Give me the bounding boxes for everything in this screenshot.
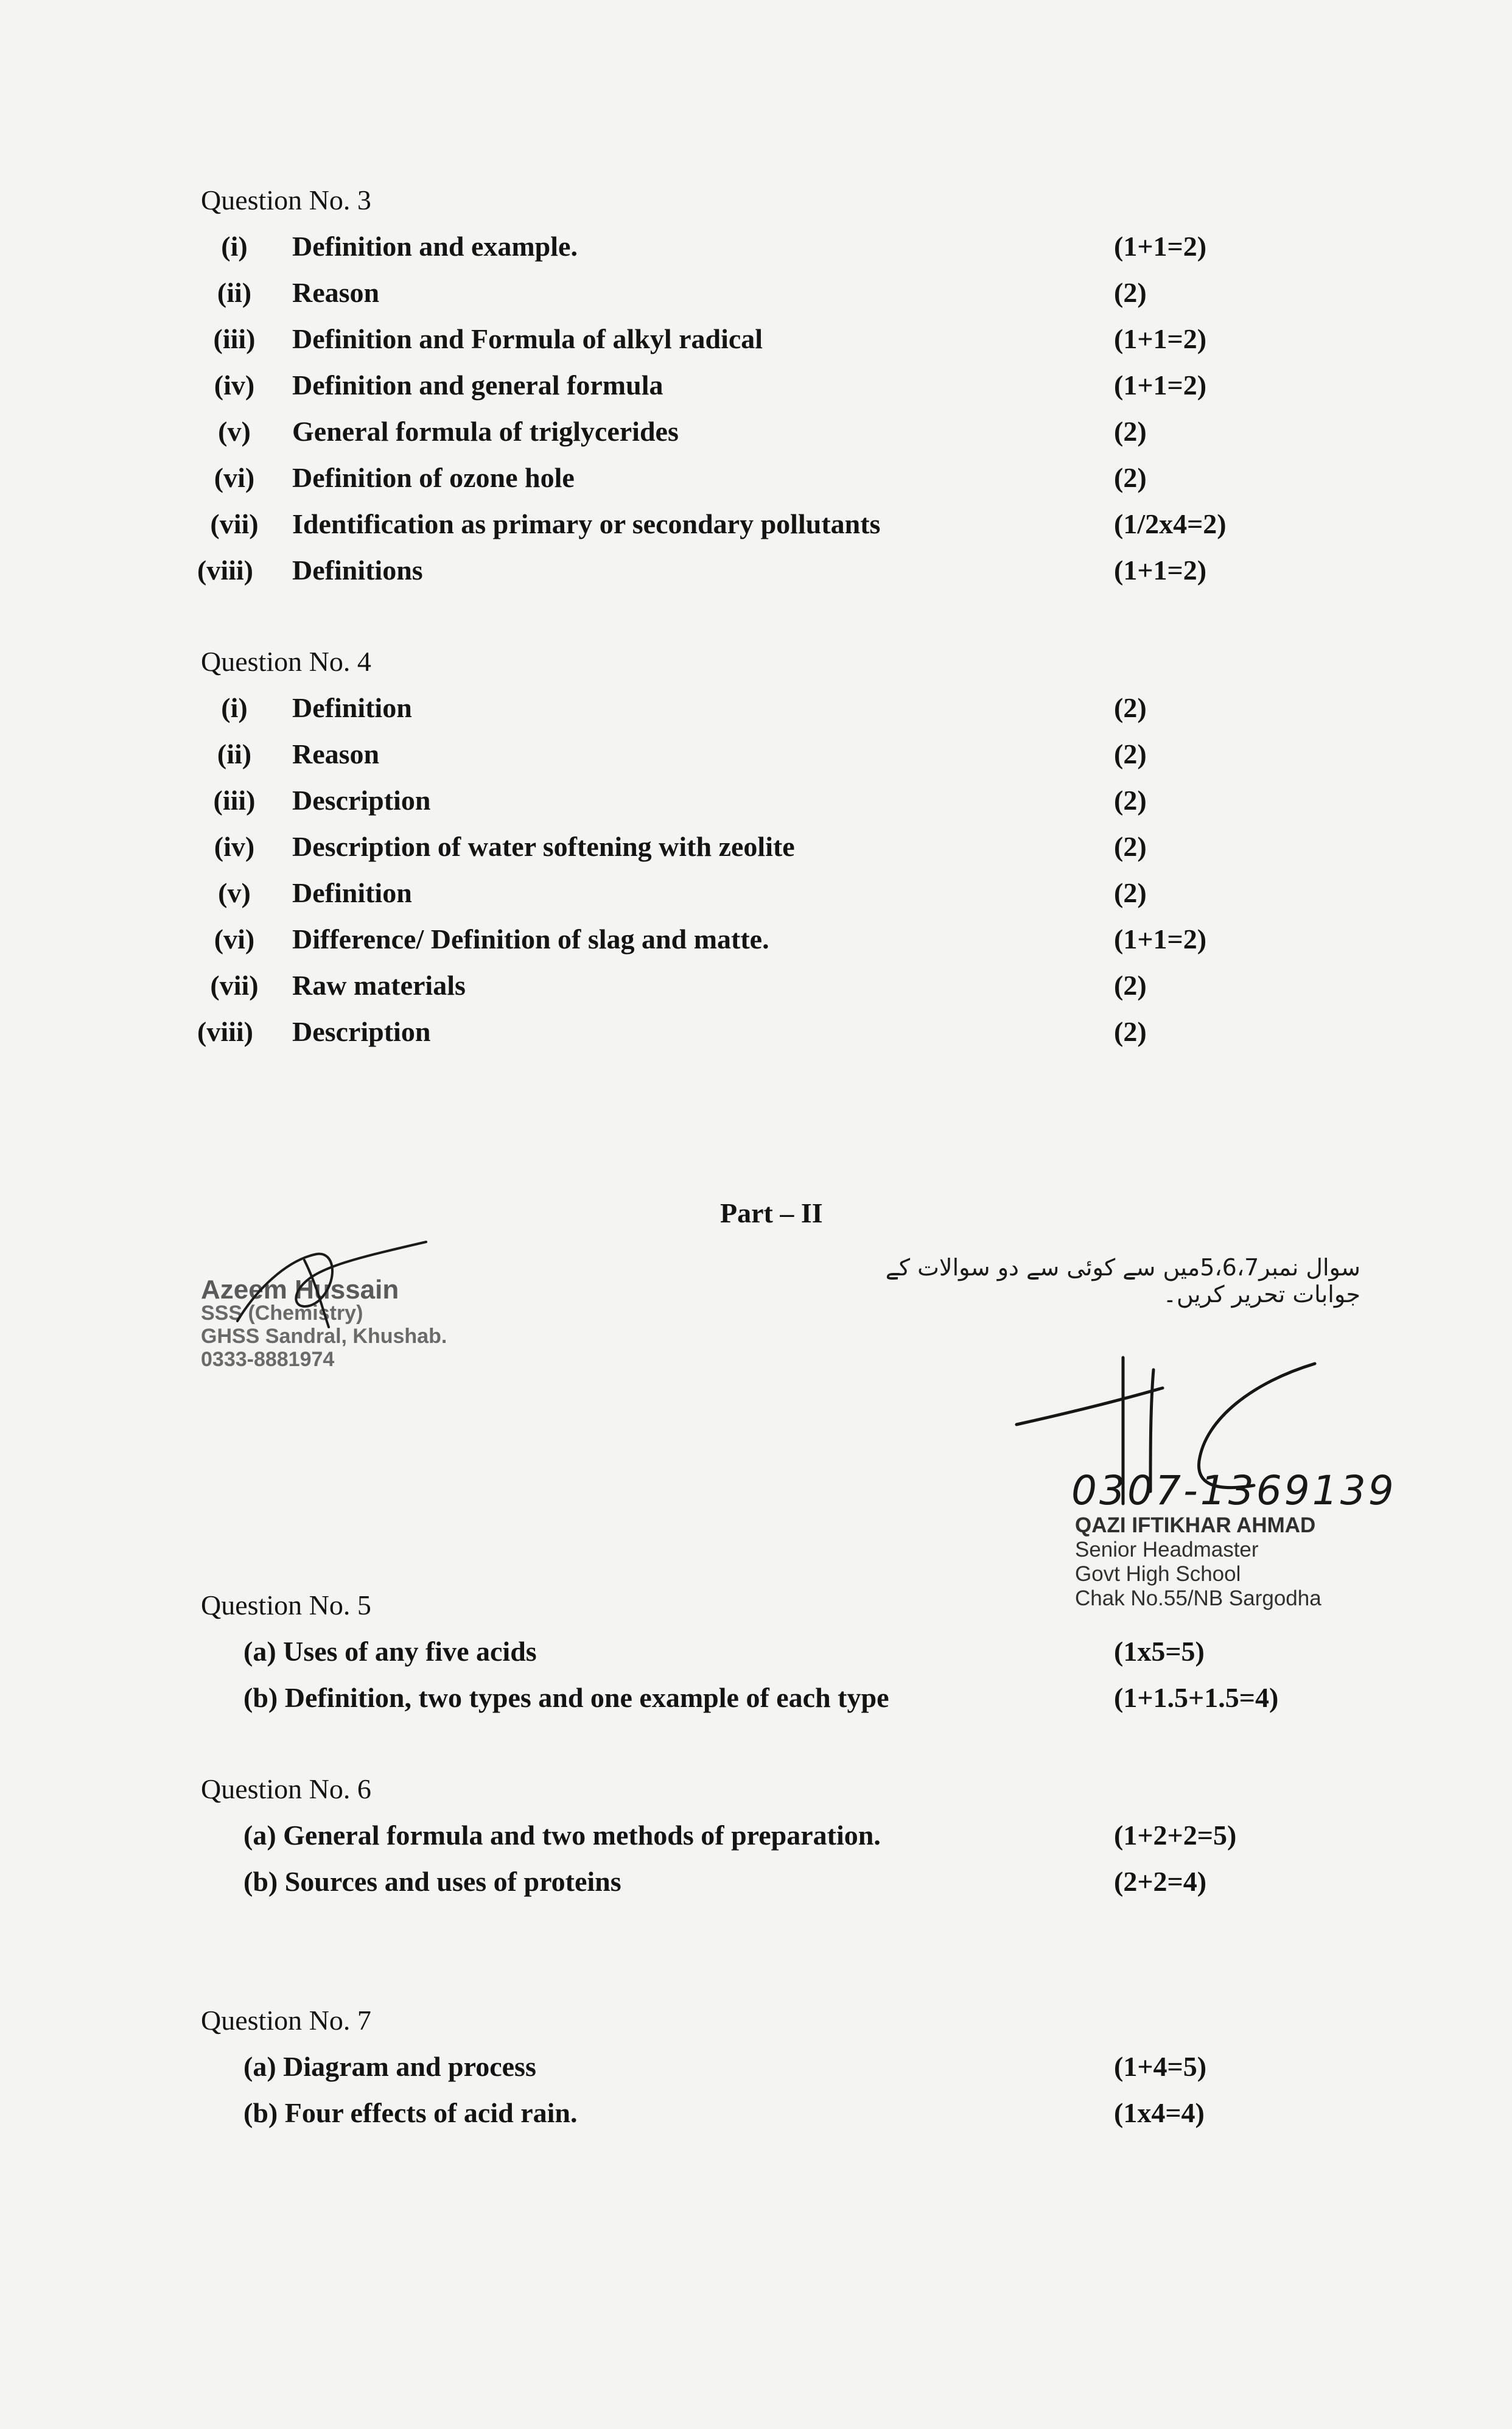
list-item bbox=[0, 1865, 1512, 1902]
item-text: (a) Diagram and process bbox=[243, 2051, 536, 2082]
urdu-instruction: سوال نمبر5،6،7میں سے کوئی سے دو سوالات کے جوابات تحریر کریں۔ bbox=[885, 1254, 1360, 1308]
item-number: (vii) bbox=[210, 970, 259, 1001]
item-number: (viii) bbox=[197, 555, 253, 586]
list-item bbox=[0, 1015, 1512, 1052]
item-text: Identification as primary or secondary pollutants bbox=[292, 508, 881, 539]
item-marks: (2) bbox=[1114, 970, 1147, 1001]
item-text: Definition of ozone hole bbox=[292, 462, 575, 493]
item-number: (ii) bbox=[217, 277, 252, 308]
item-text: General formula of triglycerides bbox=[292, 416, 679, 447]
item-text: Raw materials bbox=[292, 970, 466, 1001]
item-marks: (1+1=2) bbox=[1114, 370, 1207, 401]
question-3-heading: Question No. 3 bbox=[201, 184, 371, 216]
item-marks: (2) bbox=[1114, 831, 1147, 862]
list-item bbox=[0, 738, 1512, 774]
item-text: (b) Four effects of acid rain. bbox=[243, 2097, 578, 2128]
item-marks: (1+1.5+1.5=4) bbox=[1114, 1682, 1279, 1713]
item-number: (i) bbox=[221, 231, 248, 262]
item-marks: (1+1=2) bbox=[1114, 924, 1207, 955]
list-item bbox=[0, 461, 1512, 498]
list-item bbox=[0, 1681, 1512, 1718]
item-marks: (1x5=5) bbox=[1114, 1636, 1205, 1667]
stamp-phone: 0333-8881974 bbox=[201, 1348, 335, 1371]
item-number: (v) bbox=[218, 416, 251, 447]
item-text: Definitions bbox=[292, 555, 423, 586]
item-text: Definition and example. bbox=[292, 231, 578, 262]
part-2-title: Part – II bbox=[720, 1197, 823, 1229]
item-text: (a) General formula and two methods of preparation. bbox=[243, 1820, 881, 1851]
item-text: (b) Definition, two types and one example of each type bbox=[243, 1682, 889, 1713]
headmaster-handwritten-phone: 0307-1369139 bbox=[1071, 1467, 1396, 1514]
stamp-school: GHSS Sandral, Khushab. bbox=[201, 1325, 447, 1348]
list-item bbox=[0, 969, 1512, 1006]
list-item bbox=[0, 276, 1512, 313]
teacher-signature bbox=[231, 1236, 432, 1333]
item-marks: (1+1=2) bbox=[1114, 231, 1207, 262]
item-text: Description bbox=[292, 785, 431, 816]
list-item bbox=[0, 2097, 1512, 2133]
item-number: (iii) bbox=[213, 323, 256, 354]
list-item bbox=[0, 2050, 1512, 2087]
item-number: (iii) bbox=[213, 785, 256, 816]
item-text: Description bbox=[292, 1016, 431, 1047]
item-marks: (2) bbox=[1114, 1016, 1147, 1047]
item-marks: (2) bbox=[1114, 692, 1147, 723]
item-marks: (1+1=2) bbox=[1114, 555, 1207, 586]
item-marks: (2+2=4) bbox=[1114, 1866, 1207, 1897]
list-item bbox=[0, 692, 1512, 728]
item-number: (ii) bbox=[217, 738, 252, 769]
stamp-school: Govt High School bbox=[1075, 1562, 1241, 1586]
stamp-name: Azeem Hussain bbox=[201, 1275, 399, 1305]
list-item bbox=[0, 830, 1512, 867]
item-marks: (1x4=4) bbox=[1114, 2097, 1205, 2128]
stamp-address: Chak No.55/NB Sargodha bbox=[1075, 1586, 1321, 1610]
item-number: (iv) bbox=[214, 370, 255, 401]
item-marks: (2) bbox=[1114, 416, 1147, 447]
item-number: (viii) bbox=[197, 1016, 253, 1047]
question-6-heading: Question No. 6 bbox=[201, 1773, 371, 1804]
item-text: Definition bbox=[292, 692, 412, 723]
item-marks: (1+1=2) bbox=[1114, 323, 1207, 354]
item-text: Reason bbox=[292, 277, 380, 308]
item-marks: (1+4=5) bbox=[1114, 2051, 1207, 2082]
item-text: Difference/ Definition of slag and matte. bbox=[292, 924, 769, 955]
item-text: Definition and Formula of alkyl radical bbox=[292, 323, 763, 354]
question-5-heading: Question No. 5 bbox=[201, 1590, 371, 1621]
question-7-heading: Question No. 7 bbox=[201, 2005, 371, 2036]
list-item bbox=[0, 1819, 1512, 1856]
item-text: Reason bbox=[292, 738, 380, 769]
item-marks: (2) bbox=[1114, 738, 1147, 769]
item-number: (i) bbox=[221, 692, 248, 723]
item-text: Definition bbox=[292, 877, 412, 908]
item-marks: (1+2+2=5) bbox=[1114, 1820, 1237, 1851]
list-item bbox=[0, 369, 1512, 405]
item-marks: (2) bbox=[1114, 277, 1147, 308]
item-number: (iv) bbox=[214, 831, 255, 862]
question-4-heading: Question No. 4 bbox=[201, 646, 371, 677]
list-item bbox=[0, 784, 1512, 821]
item-text: (b) Sources and uses of proteins bbox=[243, 1866, 621, 1897]
stamp-name: QAZI IFTIKHAR AHMAD bbox=[1075, 1513, 1316, 1537]
list-item bbox=[0, 877, 1512, 913]
list-item bbox=[0, 923, 1512, 959]
item-number: (vi) bbox=[214, 924, 255, 955]
stamp-designation: SSS (Chemistry) bbox=[201, 1302, 363, 1325]
list-item bbox=[0, 1635, 1512, 1672]
list-item bbox=[0, 323, 1512, 359]
item-number: (v) bbox=[218, 877, 251, 908]
item-marks: (2) bbox=[1114, 877, 1147, 908]
item-number: (vi) bbox=[214, 462, 255, 493]
list-item bbox=[0, 554, 1512, 591]
list-item bbox=[0, 508, 1512, 544]
list-item bbox=[0, 230, 1512, 267]
stamp-designation: Senior Headmaster bbox=[1075, 1538, 1259, 1562]
item-marks: (1/2x4=2) bbox=[1114, 508, 1227, 539]
item-text: Description of water softening with zeolite bbox=[292, 831, 795, 862]
item-marks: (2) bbox=[1114, 785, 1147, 816]
headmaster-stamp bbox=[1075, 1513, 1321, 1611]
item-number: (vii) bbox=[210, 508, 259, 539]
item-marks: (2) bbox=[1114, 462, 1147, 493]
item-text: (a) Uses of any five acids bbox=[243, 1636, 537, 1667]
item-text: Definition and general formula bbox=[292, 370, 663, 401]
list-item bbox=[0, 415, 1512, 452]
